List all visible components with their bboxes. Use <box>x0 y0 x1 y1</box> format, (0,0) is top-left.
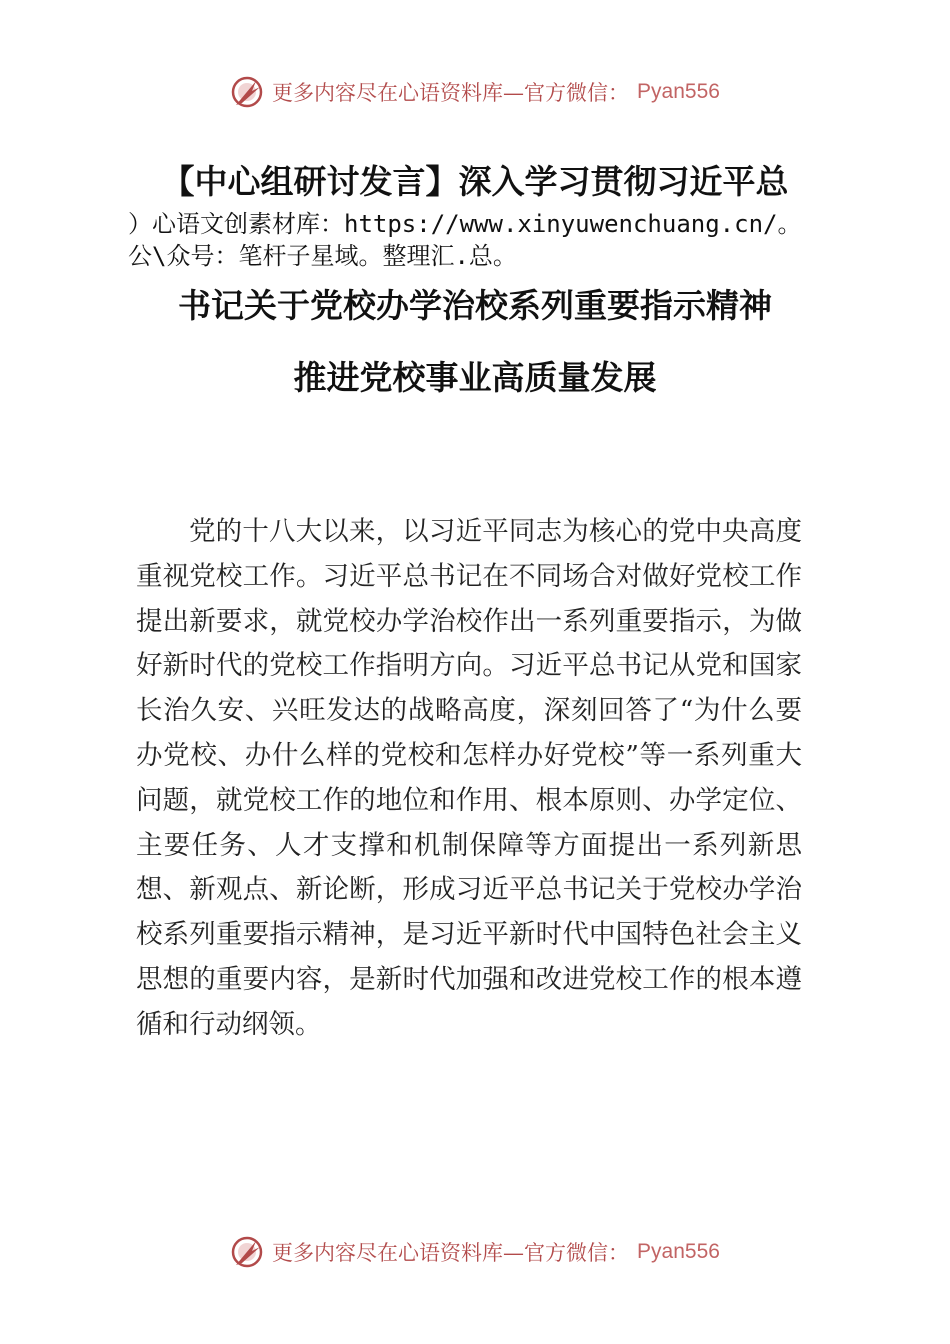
body-paragraph: 党的十八大以来，以习近平同志为核心的党中央高度重视党校工作。习近平总书记在不同场合对做好党校工作提出新要求，就党校办学治校作出一系列重要指示，为做好新时代的党校工作指明方向。习近平总书记从党和国家长治久安、兴旺发达的战略高度，深刻回答了“为什么要办党校、办什么样的党校和怎样办好党校”等一系列重大问题，就党校工作的地位和作用、根本原则、办学定位、主要任务、人才支撑和机制保障等方面提出一系列新思想、新观点、新论断，形成习近平总书记关于党校办学治校系列重要指示精神，是习近平新时代中国特色社会主义思想的重要内容，是新时代加强和改进党校工作的根本遵循和行动纲领。 <box>136 516 802 1040</box>
banner-wechat-id: Pyan556 <box>637 80 720 103</box>
document-title-line-1: 【中心组研讨发言】深入学习贯彻习近平总 <box>161 162 789 201</box>
banner-text: 更多内容尽在心语资料库—官方微信： <box>272 1241 630 1265</box>
header-watermark-banner <box>0 72 950 112</box>
banner-wechat-id: Pyan556 <box>637 1240 720 1263</box>
source-note-line-2: 公\众号：笔杆子星域。整理汇.总。 <box>128 242 517 270</box>
document-title-line-3: 推进党校事业高质量发展 <box>293 358 657 397</box>
source-note-line-1: ）心语文创素材库：https://www.xinyuwenchuang.cn/。 <box>128 210 802 238</box>
document-title-line-2: 书记关于党校办学治校系列重要指示精神 <box>178 286 772 325</box>
quill-circle-logo-icon <box>230 1235 264 1269</box>
banner-text: 更多内容尽在心语资料库—官方微信： <box>272 81 630 105</box>
quill-circle-logo-icon <box>230 75 264 109</box>
footer-watermark-banner <box>0 1232 950 1272</box>
